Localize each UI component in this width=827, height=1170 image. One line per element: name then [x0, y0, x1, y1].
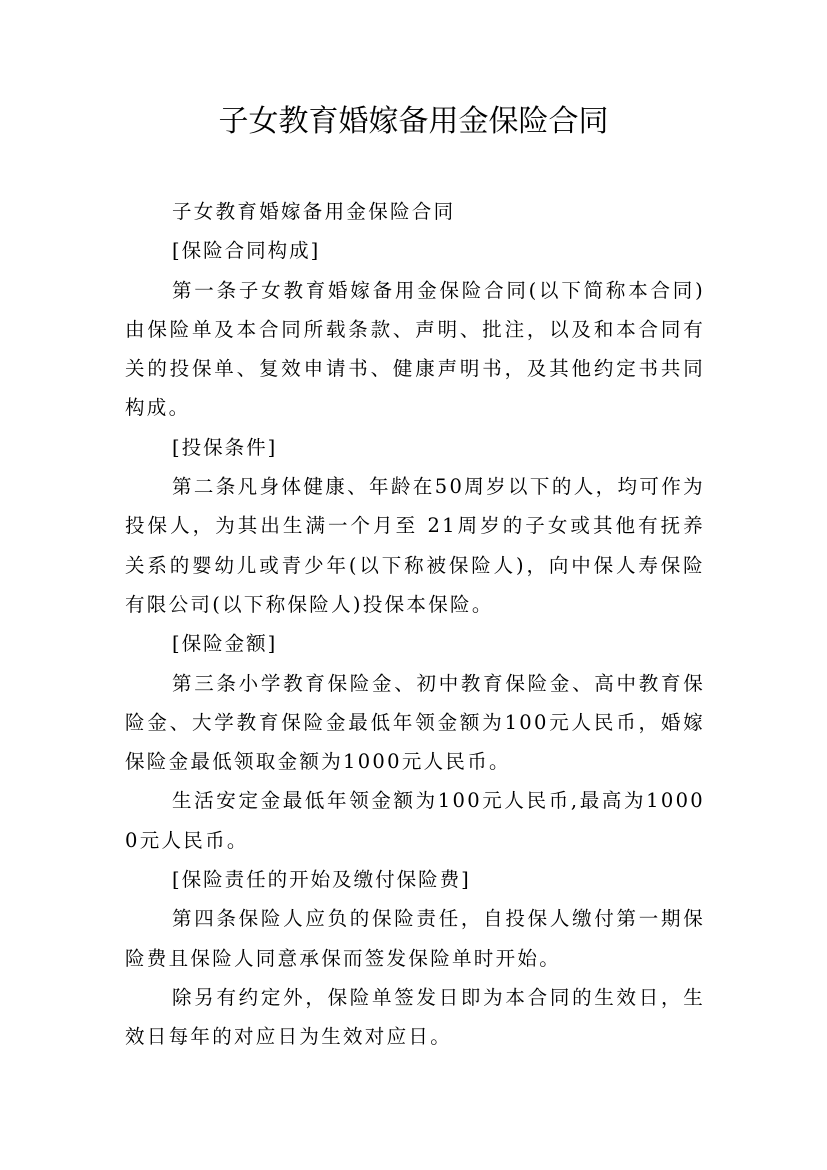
clause-article-2: 第二条凡身体健康、年龄在50周岁以下的人，均可作为投保人，为其出生满一个月至 21周岁的子女或其他有抚养关系的婴幼儿或青少年(以下称被保险人)，向中保人寿保险有限公司(以下称保险人)投保本保险。	[125, 475, 705, 616]
section-heading-insured-amount: [保险金额]	[172, 632, 278, 656]
section-heading-eligibility: [投保条件]	[172, 435, 278, 459]
clause-article-3-supplement: 生活安定金最低年领金额为100元人民币,最高为10000元人民币。	[125, 789, 705, 852]
clause-article-4-supplement: 除另有约定外，保险单签发日即为本合同的生效日，生效日每年的对应日为生效对应日。	[125, 985, 705, 1049]
document-body	[125, 192, 705, 1057]
clause-article-4: 第四条保险人应负的保险责任，自投保人缴付第一期保险费且保险人同意承保而签发保险单时开始。	[125, 907, 705, 970]
document-title: 子女教育婚嫁备用金保险合同	[218, 104, 609, 139]
clause-article-1: 第一条子女教育婚嫁备用金保险合同(以下简称本合同)由保险单及本合同所载条款、声明、批注，以及和本合同有关的投保单、复效申请书、健康声明书，及其他约定书共同构成。	[125, 278, 705, 420]
clause-article-3: 第三条小学教育保险金、初中教育保险金、高中教育保险金、大学教育保险金最低年领金额为100元人民币，婚嫁保险金最低领取金额为1000元人民币。	[125, 671, 705, 774]
section-heading-contract-composition: [保险合同构成]	[172, 239, 321, 263]
section-heading-liability-start: [保险责任的开始及缴付保险费]	[172, 868, 471, 892]
paragraph-heading-repeat: 子女教育婚嫁备用金保险合同	[172, 200, 456, 223]
